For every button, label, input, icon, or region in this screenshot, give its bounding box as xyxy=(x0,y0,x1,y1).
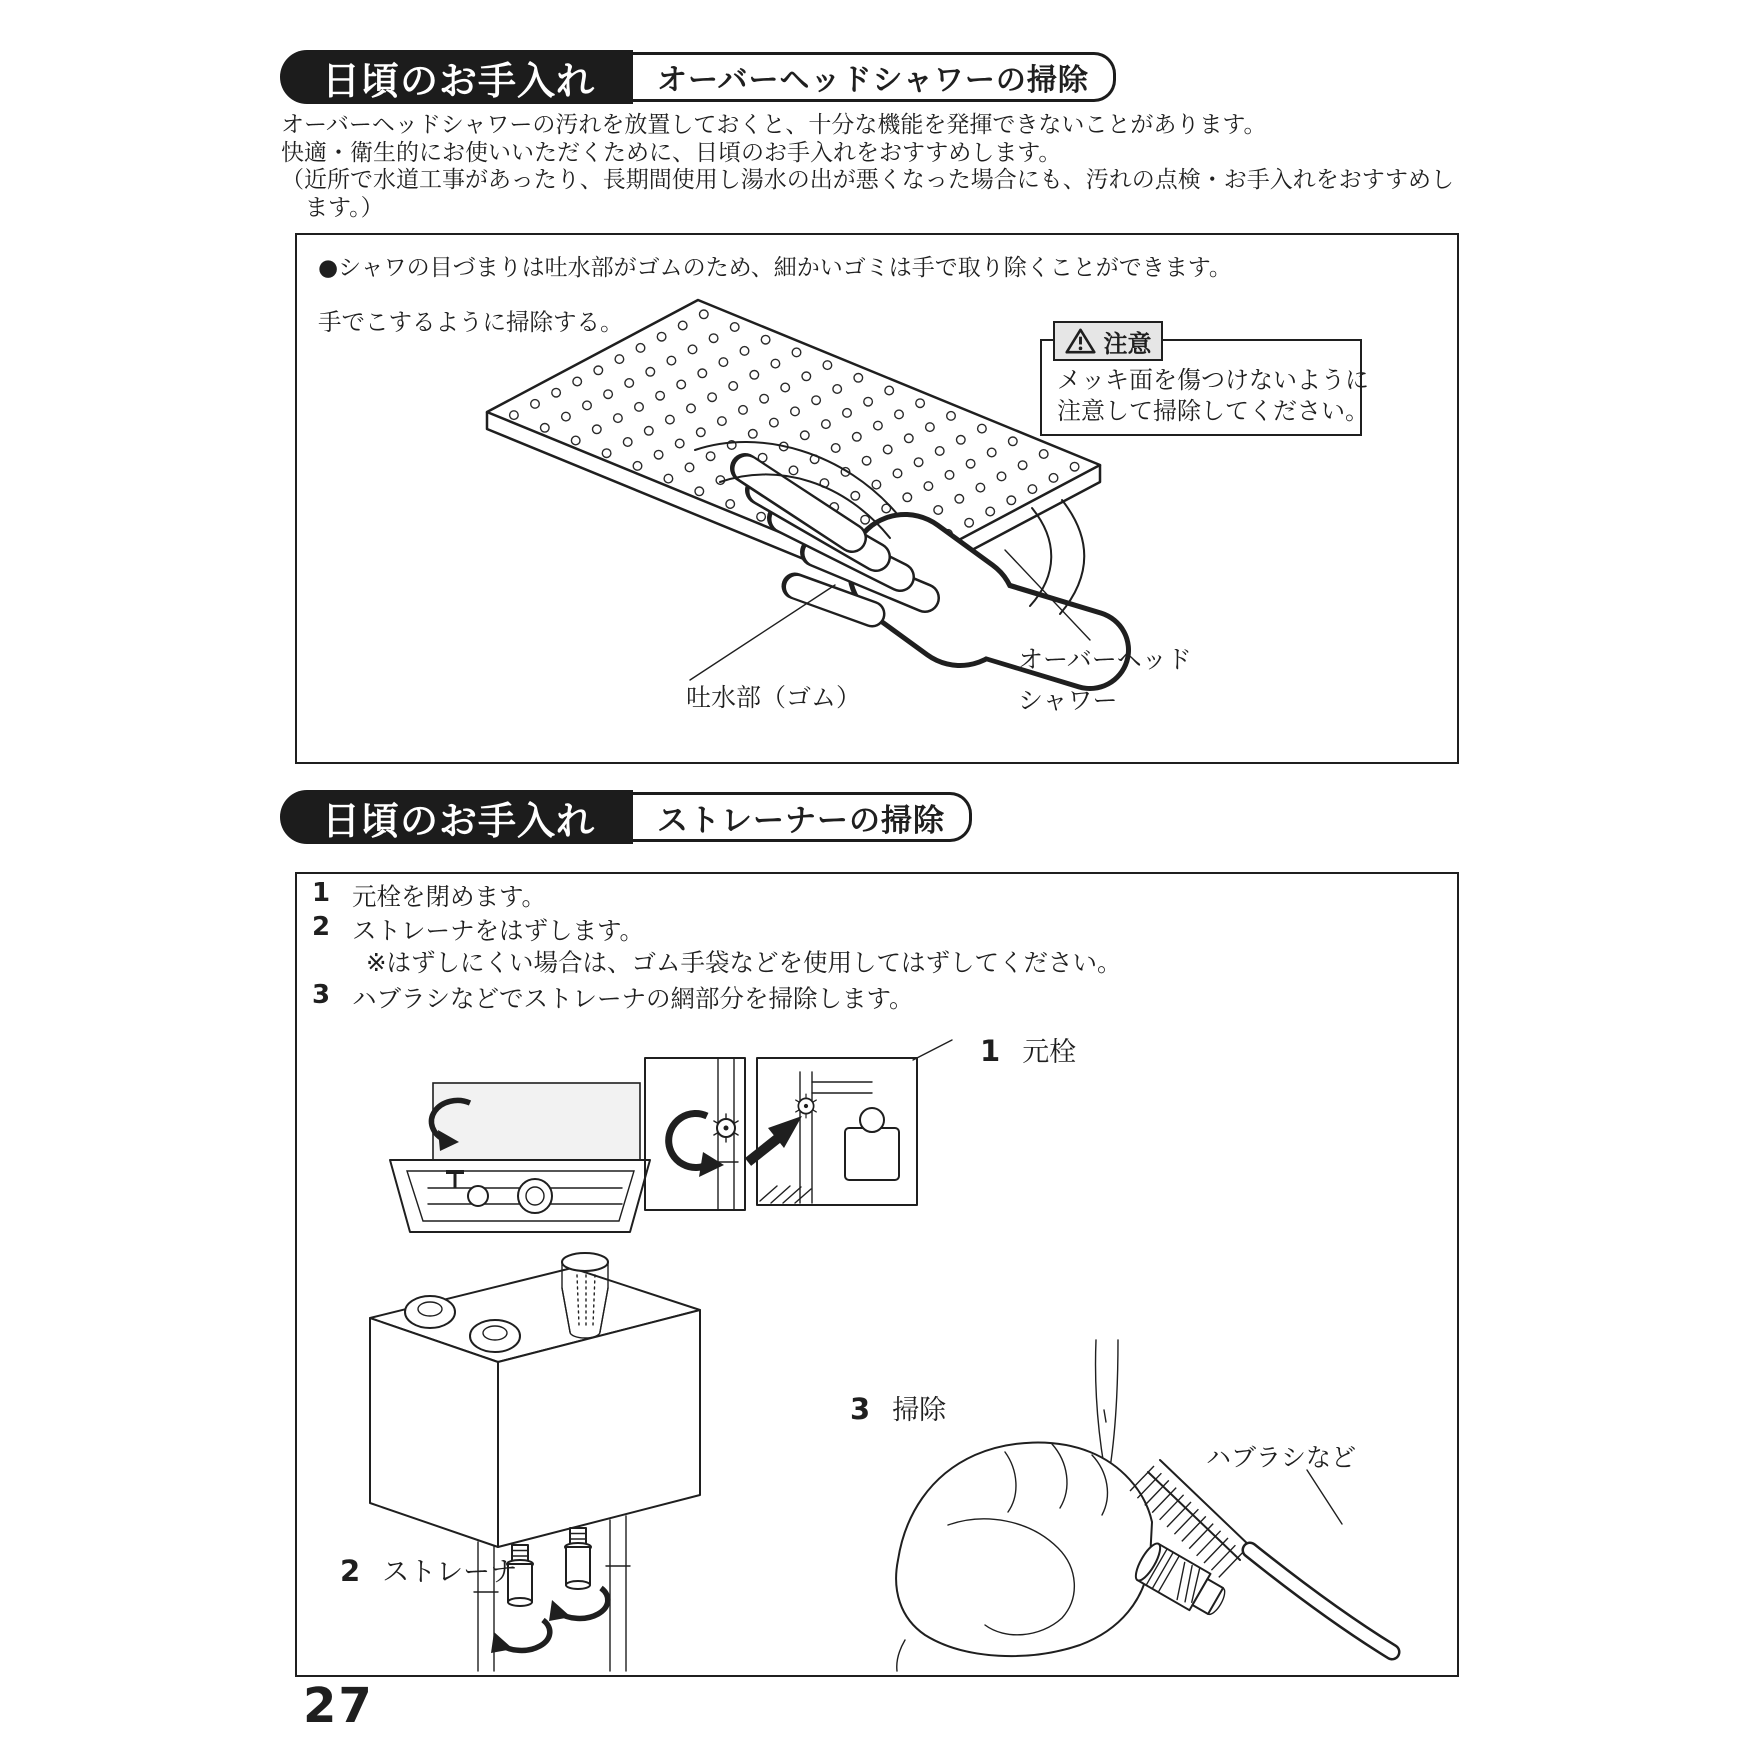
spout-label: 吐水部（ゴム） xyxy=(686,683,862,712)
overhead-shower-label-line2: シャワー xyxy=(1018,686,1118,715)
step1-number: 1 xyxy=(312,878,331,908)
section1-subtitle: オーバーヘッドシャワーの掃除 xyxy=(633,52,1116,102)
unit-strainer-illustration xyxy=(370,1253,700,1671)
intro-line-3: （近所で水道工事があったり、長期間使用し湯水の出が悪くなった場合にも、汚れの点検・お手入れをおすすめし xyxy=(281,167,1454,193)
intro-line-2: 快適・衛生的にお使いいただくために、日頃のお手入れをおすすめします。 xyxy=(281,139,1062,166)
caution-text-line2: 注意して掃除してください。 xyxy=(1057,397,1369,425)
step2-text: ストレーナをはずします。 xyxy=(352,916,645,945)
step2-number: 2 xyxy=(312,912,331,942)
shower-bullet-note: ●シャワの目づまりは吐水部がゴムのため、細かいゴミは手で取り除くことができます。 xyxy=(318,255,1232,281)
meter-pit-illustration xyxy=(390,1083,650,1232)
strainer-figure-text: ストレーナ xyxy=(382,1557,518,1588)
section2-header xyxy=(280,790,972,844)
toothbrush-leader-line xyxy=(1307,1470,1342,1524)
step3-text: ハブラシなどでストレーナの網部分を掃除します。 xyxy=(352,984,914,1013)
intro-line-1: オーバーヘッドシャワーの汚れを放置しておくと、十分な機能を発揮できないことがあります。 xyxy=(281,112,1267,138)
caution-label xyxy=(1053,321,1163,361)
section2-title: 日頃のお手入れ xyxy=(280,790,633,844)
step3-number: 3 xyxy=(312,980,331,1010)
section2-subtitle: ストレーナーの掃除 xyxy=(633,792,972,842)
caution-text-line1: メッキ面を傷つけないように xyxy=(1057,366,1369,394)
overhead-shower-label xyxy=(1018,640,1192,717)
pipe-room-illustration xyxy=(748,1040,952,1205)
clean-figure-number: 3 xyxy=(850,1392,871,1426)
page-number: 27 xyxy=(303,1678,374,1734)
caution-label-text: 注意 xyxy=(1103,329,1152,358)
strainer-figure-number: 2 xyxy=(340,1554,361,1588)
intro-line-4: ます。） xyxy=(305,194,384,221)
valve-leader-line xyxy=(913,1040,952,1060)
valve-figure-label xyxy=(980,1030,1076,1069)
step1-text: 元栓を閉めます。 xyxy=(352,882,547,911)
clean-figure-text: 掃除 xyxy=(892,1395,947,1426)
spout-leader-line xyxy=(690,585,835,680)
valve-closeup-illustration xyxy=(645,1058,745,1210)
section1-intro xyxy=(281,112,1454,222)
cleaning-illustration xyxy=(896,1340,1392,1671)
toothbrush-label: ハブラシなど xyxy=(1206,1443,1357,1472)
strainer-figure-label xyxy=(340,1550,517,1589)
step2-note: ※はずしにくい場合は、ゴム手袋などを使用してはずしてください。 xyxy=(366,948,1122,977)
clean-figure-label xyxy=(850,1388,946,1427)
shower-instruction: 手でこするように掃除する。 xyxy=(318,308,624,336)
valve-figure-text: 元栓 xyxy=(1022,1037,1077,1068)
section1-title: 日頃のお手入れ xyxy=(280,50,633,104)
warning-triangle-icon xyxy=(1065,327,1096,355)
valve-figure-number: 1 xyxy=(980,1034,1001,1068)
shower-head-illustration xyxy=(487,300,1100,680)
section1-header xyxy=(280,50,1116,104)
overhead-shower-label-line1: オーバーヘッド xyxy=(1018,645,1192,674)
